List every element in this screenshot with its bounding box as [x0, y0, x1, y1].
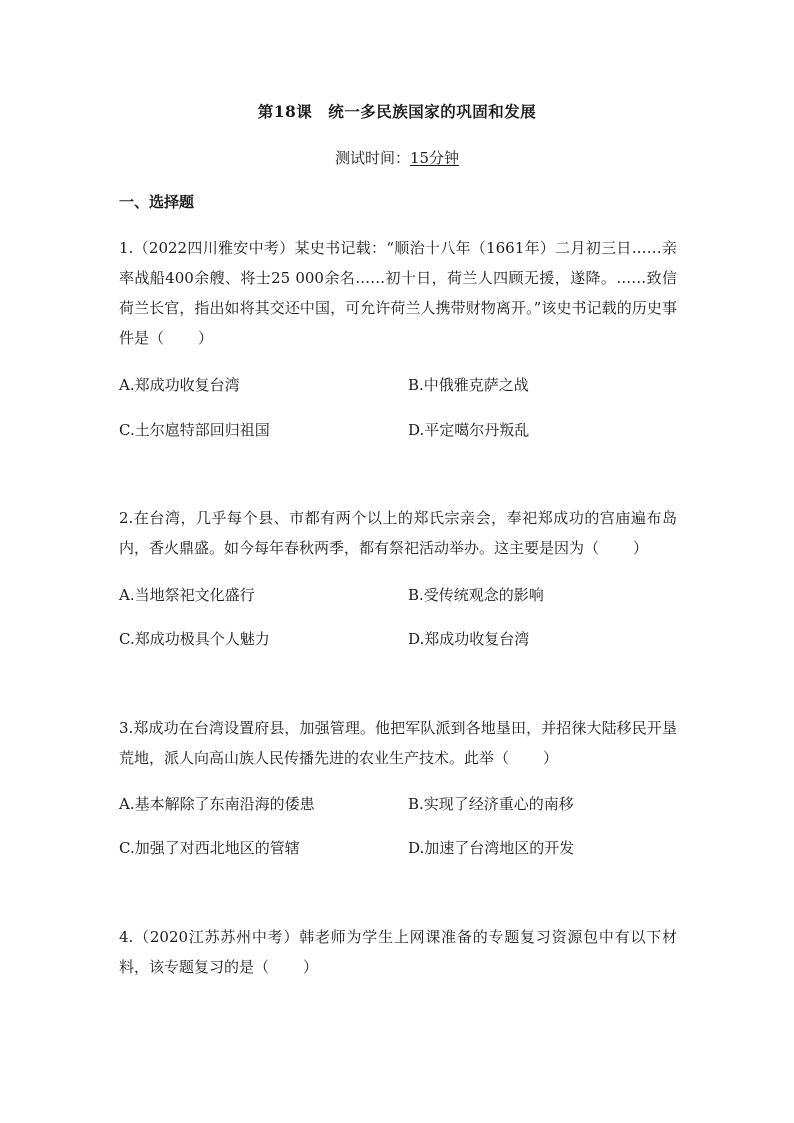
- test-time-label: 测试时间：: [334, 149, 410, 167]
- page-title: 第18课 统一多民族国家的巩固和发展: [257, 102, 537, 121]
- question-3-option-b: B.实现了经济重心的南移: [408, 795, 574, 813]
- question-2-option-a: A.当地祭祀文化盛行: [119, 586, 255, 604]
- question-1: [119, 233, 677, 353]
- section-heading: 一、选择题: [119, 193, 195, 211]
- question-3-option-c: C.加强了对西北地区的管辖: [119, 839, 300, 857]
- question-4-close: ）: [303, 958, 319, 976]
- question-3-text: 3.郑成功在台湾设置府县，加强管理。他把军队派到各地垦田，并招徕大陆移民开垦荒地，派人向高山族人民传播先进的农业生产技术。此举（: [119, 719, 677, 767]
- question-1-option-a: A.郑成功收复台湾: [119, 376, 240, 394]
- test-time-value: 15分钟: [409, 149, 460, 167]
- question-4: [119, 922, 677, 982]
- question-3-option-a: A.基本解除了东南沿海的倭患: [119, 795, 315, 813]
- question-2-text: 2.在台湾，几乎每个县、市都有两个以上的郑氏宗亲会，奉祀郑成功的宫庙遍布岛内，香火鼎盛。如今每年春秋两季，都有祭祀活动举办。这主要是因为（: [119, 509, 677, 557]
- question-1-close: ）: [198, 329, 214, 347]
- question-2-option-c: C.郑成功极具个人魅力: [119, 630, 270, 648]
- question-2-option-d: D.郑成功收复台湾: [408, 630, 530, 648]
- test-time: [0, 147, 794, 168]
- question-2-option-b: B.受传统观念的影响: [408, 586, 544, 604]
- question-3-close: ）: [543, 749, 559, 767]
- question-1-text: 1.（2022四川雅安中考）某史书记载：“顺治十八年（1661年）二月初三日……亲率战船400余艘、将士25 000余名……初十日，荷兰人四顾无援，遂降。……致信荷兰长官，指出如将其交还中国，可允许荷兰人携带财物离开。”该史书记载的历史事件是（: [119, 239, 677, 347]
- question-3-option-d: D.加速了台湾地区的开发: [408, 839, 575, 857]
- question-4-text: 4.（2020江苏苏州中考）韩老师为学生上网课准备的专题复习资源包中有以下材料，该专题复习的是（: [119, 928, 677, 976]
- question-2: [119, 503, 677, 563]
- question-1-option-d: D.平定噶尔丹叛乱: [408, 421, 530, 439]
- question-1-option-c: C.土尔扈特部回归祖国: [119, 421, 270, 439]
- question-3: [119, 713, 677, 773]
- question-1-option-b: B.中俄雅克萨之战: [408, 376, 529, 394]
- question-2-close: ）: [633, 539, 649, 557]
